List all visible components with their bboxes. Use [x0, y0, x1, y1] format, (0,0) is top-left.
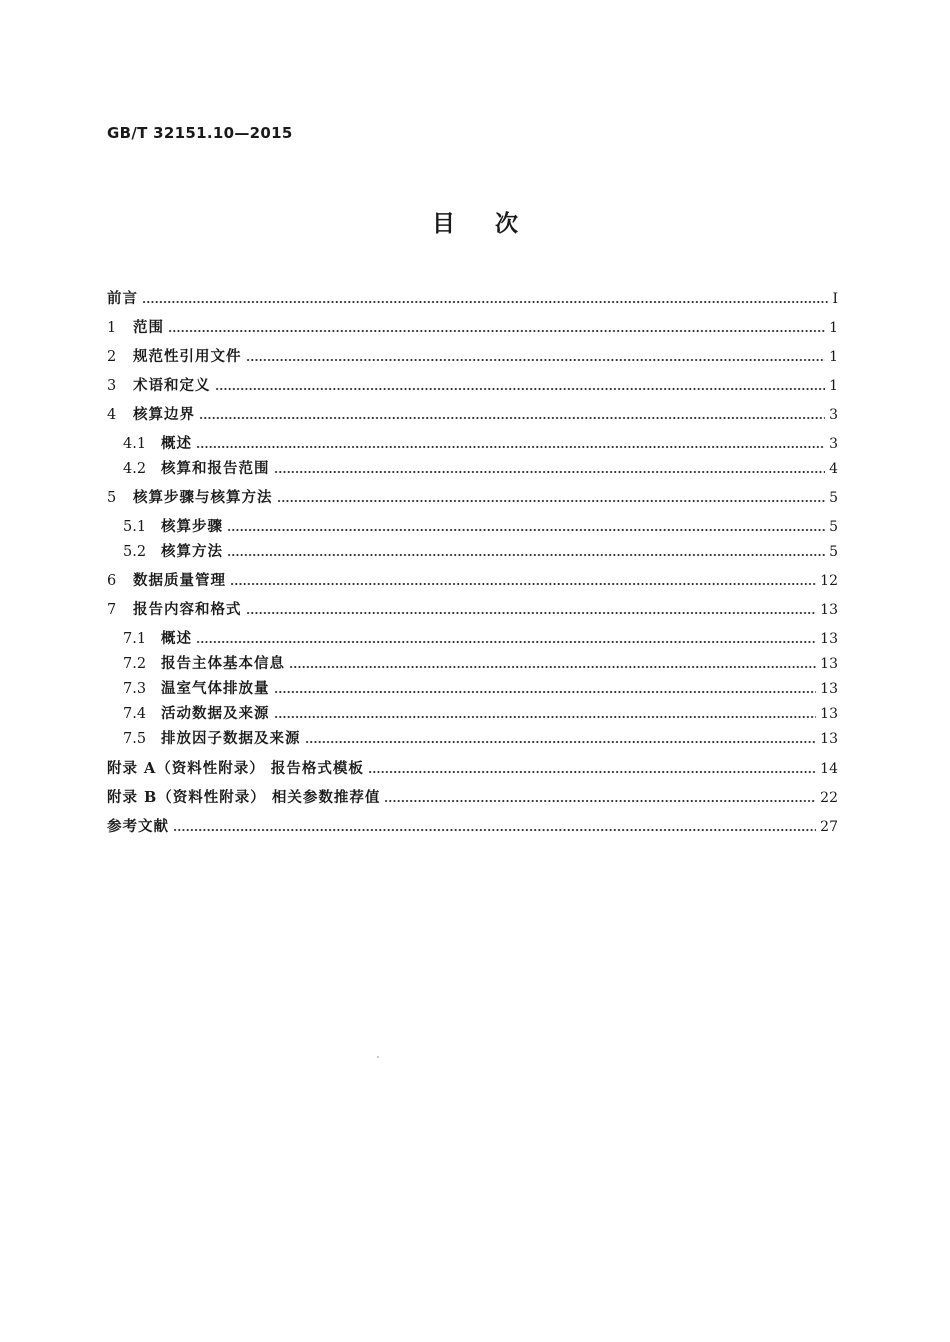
toc-entry-title: 核算步骤: [161, 518, 223, 535]
toc-entry[interactable]: [123, 433, 838, 455]
toc-entry[interactable]: [107, 487, 838, 509]
toc-entry-number: 2: [107, 349, 117, 365]
toc-entry[interactable]: [123, 653, 838, 675]
toc-entry[interactable]: [107, 288, 838, 310]
toc-entry[interactable]: [107, 570, 838, 592]
toc-entry[interactable]: [107, 787, 838, 809]
toc-entry-page: 13: [820, 602, 838, 618]
toc-entry-page: 5: [829, 519, 838, 535]
toc-entry-title: 概述: [161, 630, 192, 647]
toc-entry-number: 7.2: [123, 656, 147, 672]
toc-entry[interactable]: [107, 758, 838, 780]
toc-entry-title: 术语和定义: [133, 377, 211, 394]
toc-dot-leader: [274, 690, 817, 694]
toc-entry[interactable]: [123, 628, 838, 650]
toc-dot-leader: [199, 416, 825, 420]
toc-dot-leader: [168, 329, 825, 333]
toc-entry-title: 核算边界: [133, 406, 195, 423]
toc-entry[interactable]: [107, 599, 838, 621]
toc-dot-leader: [246, 358, 826, 362]
toc-entry[interactable]: [123, 728, 838, 750]
toc-entry-title: 活动数据及来源: [161, 705, 270, 722]
toc-entry[interactable]: [123, 516, 838, 538]
toc-entry-title: 参考文献: [107, 818, 169, 835]
toc-dot-leader: [196, 640, 816, 644]
toc-entry-page: 22: [820, 790, 838, 806]
toc-entry-number: 4: [107, 407, 117, 423]
toc-entry-title: 附录 A（资料性附录） 报告格式模板: [107, 760, 364, 777]
toc-dot-leader: [230, 582, 816, 586]
toc-entry-page: 27: [820, 819, 838, 835]
toc-entry-title: 报告内容和格式: [133, 601, 242, 618]
toc-dot-leader: [289, 665, 816, 669]
toc-entry-number: 1: [107, 320, 117, 336]
toc-entry-page: 3: [829, 436, 838, 452]
toc-entry-title: 前言: [107, 290, 138, 307]
scan-speck: [377, 1056, 379, 1058]
toc-entry-page: Ⅰ: [832, 291, 838, 307]
toc-dot-leader: [274, 715, 817, 719]
toc-dot-leader: [196, 445, 825, 449]
toc-entry-title: 报告主体基本信息: [161, 655, 285, 672]
toc-entry[interactable]: [123, 541, 838, 563]
toc-dot-leader: [215, 387, 826, 391]
toc-entry-title: 温室气体排放量: [161, 680, 270, 697]
toc-entry-page: 1: [829, 320, 838, 336]
toc-entry-title: 核算和报告范围: [161, 460, 270, 477]
toc-dot-leader: [277, 499, 826, 503]
standard-code: GB/T 32151.10—2015: [107, 124, 293, 142]
toc-dot-leader: [227, 553, 825, 557]
toc-entry-title: 附录 B（资料性附录） 相关参数推荐值: [107, 789, 381, 806]
toc-entry-title: 排放因子数据及来源: [161, 730, 301, 747]
toc-entry[interactable]: [107, 375, 838, 397]
toc-dot-leader: [142, 300, 828, 304]
toc-entry-title: 规范性引用文件: [133, 348, 242, 365]
toc-entry-number: 7.1: [123, 631, 147, 647]
toc-entry-page: 14: [820, 761, 838, 777]
toc-entry-number: 7.3: [123, 681, 147, 697]
toc-entry[interactable]: [107, 816, 838, 838]
toc-entry-page: 1: [829, 378, 838, 394]
toc-entry-number: 5.2: [123, 544, 147, 560]
toc-dot-leader: [368, 770, 816, 774]
toc-entry-page: 13: [820, 706, 838, 722]
toc-entry-title: 范围: [133, 319, 164, 336]
toc-entry-page: 13: [820, 631, 838, 647]
toc-dot-leader: [227, 528, 825, 532]
toc-entry-number: 7.5: [123, 731, 147, 747]
toc-entry-number: 6: [107, 573, 117, 589]
toc-entry-title: 概述: [161, 435, 192, 452]
toc-entry-title: 核算步骤与核算方法: [133, 489, 273, 506]
toc-entry-number: 5: [107, 490, 117, 506]
toc-entry-number: 4.2: [123, 461, 147, 477]
toc-entry[interactable]: [123, 678, 838, 700]
toc-entry-number: 7: [107, 602, 117, 618]
toc-dot-leader: [173, 828, 816, 832]
toc-entry-number: 3: [107, 378, 117, 394]
toc-entry-page: 12: [820, 573, 838, 589]
toc-entry[interactable]: [123, 458, 838, 480]
toc-dot-leader: [305, 740, 817, 744]
toc-dot-leader: [274, 470, 826, 474]
toc-entry-title: 数据质量管理: [133, 572, 226, 589]
toc-entry-page: 13: [820, 656, 838, 672]
toc-dot-leader: [246, 611, 817, 615]
toc-dot-leader: [384, 799, 816, 803]
toc-entry-number: 5.1: [123, 519, 147, 535]
toc-entry-page: 13: [820, 681, 838, 697]
page-title: 目次: [432, 211, 558, 237]
toc-entry[interactable]: [107, 317, 838, 339]
toc-entry-page: 13: [820, 731, 838, 747]
toc-entry-number: 4.1: [123, 436, 147, 452]
toc-entry[interactable]: [123, 703, 838, 725]
toc-entry-page: 1: [829, 349, 838, 365]
toc-entry-page: 5: [829, 544, 838, 560]
toc-entry-page: 5: [829, 490, 838, 506]
toc-entry[interactable]: [107, 404, 838, 426]
toc-entry-page: 3: [829, 407, 838, 423]
toc-entry-title: 核算方法: [161, 543, 223, 560]
toc-entry[interactable]: [107, 346, 838, 368]
toc-entry-page: 4: [829, 461, 838, 477]
toc-entry-number: 7.4: [123, 706, 147, 722]
